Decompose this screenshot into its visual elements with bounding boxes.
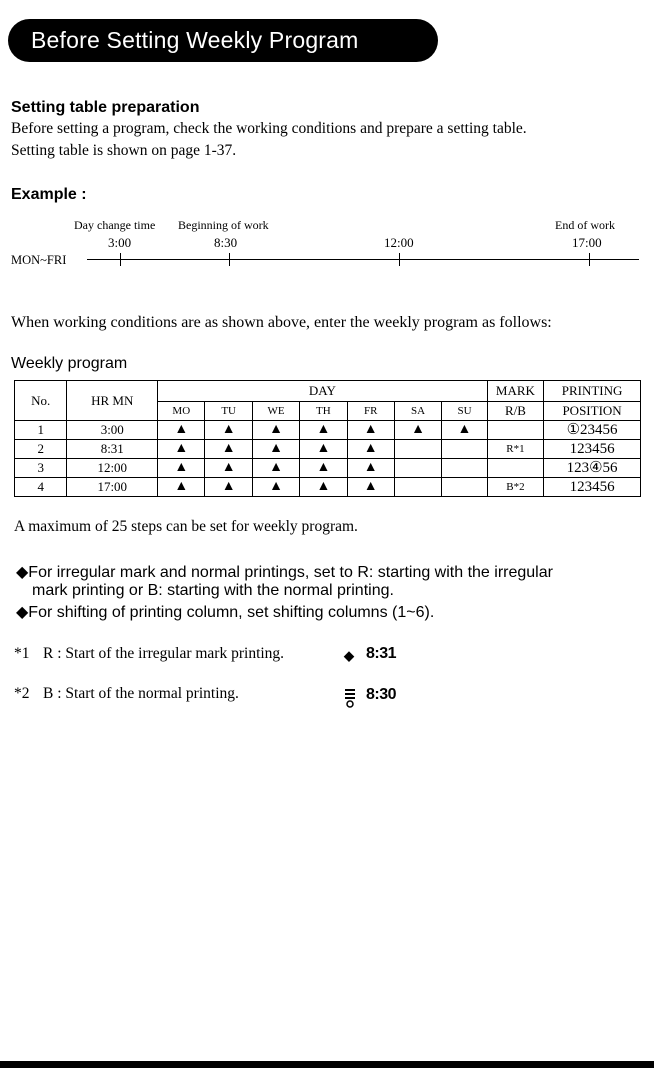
setting-table-heading: Setting table preparation <box>11 99 200 116</box>
display-b-value: 8:30 <box>366 686 397 703</box>
position-cell: ①23456 <box>544 421 641 440</box>
end-label: End of work <box>555 218 615 232</box>
header-printing-sub: POSITION <box>544 402 641 421</box>
header-day: DAY <box>158 381 488 402</box>
max-steps-note: A maximum of 25 steps can be set for weekly program. <box>14 518 358 535</box>
weekly-program-label: Weekly program <box>11 355 128 372</box>
row-time: 12:00 <box>67 459 158 478</box>
mon-fri-label: MON~FRI <box>11 253 67 267</box>
day-cell: ▲ <box>347 440 394 459</box>
day-cell: ▲ <box>347 478 394 497</box>
row-time: 3:00 <box>67 421 158 440</box>
header-hr-mn: HR MN <box>67 381 158 421</box>
day-cell: ▲ <box>300 459 347 478</box>
header-printing: PRINTING <box>544 381 641 402</box>
day-cell: ▲ <box>205 440 252 459</box>
day-cell: ▲ <box>158 421 205 440</box>
day-cell: ▲ <box>252 459 299 478</box>
day-cell: ▲ <box>205 459 252 478</box>
header-mark-sub: R/B <box>487 402 543 421</box>
intro-line-2: Setting table is shown on page 1-37. <box>11 142 237 159</box>
day-cell: ▲ <box>158 440 205 459</box>
mark-cell <box>487 421 543 440</box>
table-row <box>15 421 641 440</box>
beginning-label: Beginning of work <box>178 218 269 232</box>
display-r-value: 8:31 <box>366 645 397 662</box>
day-cell: ▲ <box>300 478 347 497</box>
header-no: No. <box>15 381 67 421</box>
position-cell: 123456 <box>544 440 641 459</box>
time-end: 17:00 <box>572 235 602 250</box>
table-row <box>15 459 641 478</box>
footnote-2-marker: *2 <box>14 685 30 702</box>
time-day-change: 3:00 <box>108 235 132 250</box>
intro-line-1: Before setting a program, check the working conditions and prepare a setting table. <box>11 120 527 137</box>
mark-cell <box>487 459 543 478</box>
row-no: 3 <box>15 459 67 478</box>
tick-noon <box>399 253 400 266</box>
day-cell: ▲ <box>252 440 299 459</box>
tick-end <box>589 253 590 266</box>
bullet-irregular-line1: ◆For irregular mark and normal printings, set to R: starting with the irregular <box>16 564 553 581</box>
day-cell: ▲ <box>442 421 487 440</box>
table-row <box>15 440 641 459</box>
day-change-label: Day change time <box>74 218 156 232</box>
header-day-fr: FR <box>347 402 394 421</box>
row-time: 17:00 <box>67 478 158 497</box>
tick-day-change <box>120 253 121 266</box>
bar-icon-graphic <box>344 688 356 708</box>
day-cell: ▲ <box>300 421 347 440</box>
day-cell: ▲ <box>394 421 441 440</box>
header-day-sa: SA <box>394 402 441 421</box>
day-cell: ▲ <box>300 440 347 459</box>
footnote-2-text: B : Start of the normal printing. <box>43 685 239 702</box>
day-cell <box>394 459 441 478</box>
page-bottom-rule <box>0 1061 654 1068</box>
day-cell <box>394 478 441 497</box>
bar-icon <box>344 688 356 710</box>
time-noon: 12:00 <box>384 235 414 250</box>
day-cell: ▲ <box>158 459 205 478</box>
when-text: When working conditions are as shown above, enter the weekly program as follows: <box>11 314 552 331</box>
header-day-su: SU <box>442 402 487 421</box>
header-mark: MARK <box>487 381 543 402</box>
section-title: Before Setting Weekly Program <box>31 27 359 53</box>
mark-cell: R*1 <box>487 440 543 459</box>
day-cell: ▲ <box>205 421 252 440</box>
day-cell: ▲ <box>347 459 394 478</box>
footnote-1-marker: *1 <box>14 645 30 662</box>
day-cell <box>394 440 441 459</box>
day-cell: ▲ <box>252 421 299 440</box>
day-cell <box>442 440 487 459</box>
setting-table-intro <box>11 118 651 162</box>
weekly-program-table <box>14 380 641 497</box>
table-row <box>15 478 641 497</box>
day-cell <box>442 478 487 497</box>
position-cell: 123④56 <box>544 459 641 478</box>
section-title-banner <box>8 19 438 62</box>
row-no: 4 <box>15 478 67 497</box>
time-beginning: 8:30 <box>214 235 238 250</box>
timeline-axis <box>87 259 639 260</box>
row-time: 8:31 <box>67 440 158 459</box>
bullet-shifting: ◆For shifting of printing column, set shifting columns (1~6). <box>16 604 435 621</box>
header-day-th: TH <box>300 402 347 421</box>
day-cell: ▲ <box>347 421 394 440</box>
example-heading: Example : <box>11 186 87 203</box>
header-day-tu: TU <box>205 402 252 421</box>
tick-beginning <box>229 253 230 266</box>
position-cell: 123456 <box>544 478 641 497</box>
day-cell: ▲ <box>158 478 205 497</box>
day-cell: ▲ <box>205 478 252 497</box>
row-no: 1 <box>15 421 67 440</box>
mark-cell: B*2 <box>487 478 543 497</box>
header-day-mo: MO <box>158 402 205 421</box>
row-no: 2 <box>15 440 67 459</box>
day-cell: ▲ <box>252 478 299 497</box>
header-day-we: WE <box>252 402 299 421</box>
footnote-1-text: R : Start of the irregular mark printing. <box>43 645 285 662</box>
day-cell <box>442 459 487 478</box>
diamond-icon: ◆ <box>344 648 354 663</box>
bullet-irregular-line2: mark printing or B: starting with the normal printing. <box>32 582 394 599</box>
